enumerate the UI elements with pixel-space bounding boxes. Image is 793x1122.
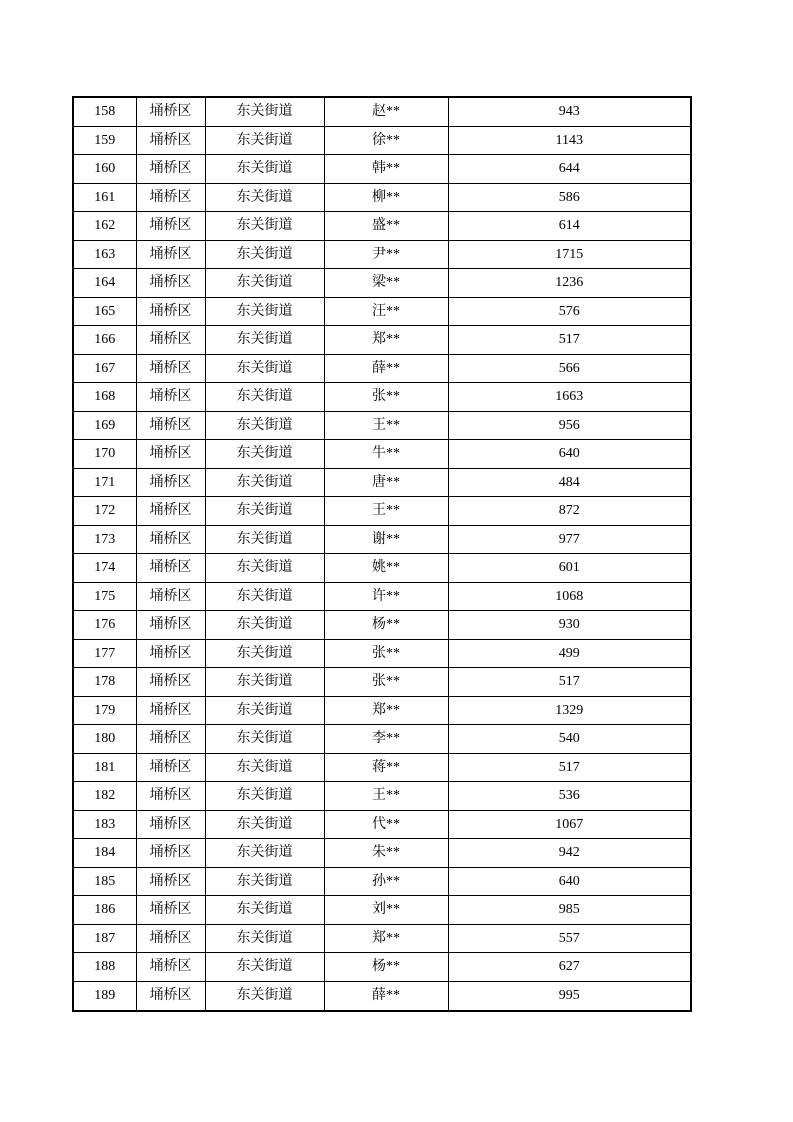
- cell-district: 埇桥区: [136, 611, 205, 640]
- cell-name: 汪**: [324, 297, 448, 326]
- cell-district: 埇桥区: [136, 468, 205, 497]
- cell-district: 埇桥区: [136, 126, 205, 155]
- cell-street: 东关街道: [205, 326, 324, 355]
- cell-row-number: 176: [73, 611, 136, 640]
- cell-district: 埇桥区: [136, 440, 205, 469]
- cell-name: 谢**: [324, 525, 448, 554]
- table-row: [73, 554, 691, 583]
- table-row: [73, 525, 691, 554]
- cell-value: 1236: [448, 269, 691, 298]
- cell-street: 东关街道: [205, 839, 324, 868]
- cell-name: 郑**: [324, 696, 448, 725]
- cell-district: 埇桥区: [136, 981, 205, 1011]
- cell-row-number: 167: [73, 354, 136, 383]
- table-row: [73, 468, 691, 497]
- cell-district: 埇桥区: [136, 896, 205, 925]
- cell-name: 徐**: [324, 126, 448, 155]
- cell-name: 姚**: [324, 554, 448, 583]
- cell-street: 东关街道: [205, 97, 324, 126]
- table-row: [73, 269, 691, 298]
- cell-value: 557: [448, 924, 691, 953]
- cell-value: 536: [448, 782, 691, 811]
- cell-row-number: 159: [73, 126, 136, 155]
- cell-value: 499: [448, 639, 691, 668]
- cell-district: 埇桥区: [136, 97, 205, 126]
- cell-street: 东关街道: [205, 155, 324, 184]
- cell-district: 埇桥区: [136, 782, 205, 811]
- cell-name: 王**: [324, 782, 448, 811]
- cell-value: 644: [448, 155, 691, 184]
- table-row: [73, 953, 691, 982]
- cell-street: 东关街道: [205, 440, 324, 469]
- table-body: [73, 97, 691, 1011]
- cell-district: 埇桥区: [136, 839, 205, 868]
- cell-district: 埇桥区: [136, 212, 205, 241]
- cell-row-number: 179: [73, 696, 136, 725]
- cell-street: 东关街道: [205, 525, 324, 554]
- cell-row-number: 189: [73, 981, 136, 1011]
- cell-street: 东关街道: [205, 753, 324, 782]
- cell-name: 唐**: [324, 468, 448, 497]
- cell-name: 杨**: [324, 953, 448, 982]
- cell-name: 梁**: [324, 269, 448, 298]
- cell-value: 872: [448, 497, 691, 526]
- cell-district: 埇桥区: [136, 326, 205, 355]
- cell-district: 埇桥区: [136, 924, 205, 953]
- cell-row-number: 174: [73, 554, 136, 583]
- cell-value: 540: [448, 725, 691, 754]
- cell-district: 埇桥区: [136, 753, 205, 782]
- cell-value: 943: [448, 97, 691, 126]
- cell-street: 东关街道: [205, 782, 324, 811]
- cell-value: 1143: [448, 126, 691, 155]
- cell-name: 刘**: [324, 896, 448, 925]
- cell-row-number: 170: [73, 440, 136, 469]
- table-row: [73, 126, 691, 155]
- cell-district: 埇桥区: [136, 269, 205, 298]
- cell-value: 640: [448, 440, 691, 469]
- cell-row-number: 171: [73, 468, 136, 497]
- cell-value: 956: [448, 411, 691, 440]
- cell-row-number: 165: [73, 297, 136, 326]
- cell-row-number: 182: [73, 782, 136, 811]
- cell-name: 张**: [324, 383, 448, 412]
- cell-value: 517: [448, 668, 691, 697]
- cell-street: 东关街道: [205, 867, 324, 896]
- cell-value: 977: [448, 525, 691, 554]
- table-row: [73, 497, 691, 526]
- cell-row-number: 175: [73, 582, 136, 611]
- cell-name: 孙**: [324, 867, 448, 896]
- cell-name: 郑**: [324, 924, 448, 953]
- table-row: [73, 981, 691, 1011]
- cell-street: 东关街道: [205, 611, 324, 640]
- cell-row-number: 185: [73, 867, 136, 896]
- cell-street: 东关街道: [205, 383, 324, 412]
- table-row: [73, 582, 691, 611]
- cell-value: 942: [448, 839, 691, 868]
- cell-street: 东关街道: [205, 497, 324, 526]
- cell-street: 东关街道: [205, 924, 324, 953]
- cell-name: 薛**: [324, 981, 448, 1011]
- cell-street: 东关街道: [205, 639, 324, 668]
- cell-name: 柳**: [324, 183, 448, 212]
- cell-value: 601: [448, 554, 691, 583]
- table-row: [73, 411, 691, 440]
- cell-name: 牛**: [324, 440, 448, 469]
- cell-street: 东关街道: [205, 126, 324, 155]
- cell-value: 1715: [448, 240, 691, 269]
- cell-name: 韩**: [324, 155, 448, 184]
- cell-name: 盛**: [324, 212, 448, 241]
- table-row: [73, 810, 691, 839]
- cell-row-number: 181: [73, 753, 136, 782]
- cell-district: 埇桥区: [136, 525, 205, 554]
- cell-name: 张**: [324, 639, 448, 668]
- cell-street: 东关街道: [205, 554, 324, 583]
- cell-row-number: 180: [73, 725, 136, 754]
- cell-row-number: 177: [73, 639, 136, 668]
- cell-district: 埇桥区: [136, 240, 205, 269]
- cell-value: 930: [448, 611, 691, 640]
- cell-value: 985: [448, 896, 691, 925]
- table-row: [73, 97, 691, 126]
- cell-street: 东关街道: [205, 468, 324, 497]
- table-row: [73, 326, 691, 355]
- table-row: [73, 696, 691, 725]
- cell-street: 东关街道: [205, 981, 324, 1011]
- cell-name: 代**: [324, 810, 448, 839]
- table-row: [73, 212, 691, 241]
- cell-name: 薛**: [324, 354, 448, 383]
- cell-value: 1068: [448, 582, 691, 611]
- cell-row-number: 169: [73, 411, 136, 440]
- cell-street: 东关街道: [205, 411, 324, 440]
- cell-street: 东关街道: [205, 810, 324, 839]
- cell-street: 东关街道: [205, 696, 324, 725]
- cell-name: 许**: [324, 582, 448, 611]
- cell-district: 埇桥区: [136, 354, 205, 383]
- data-table: [72, 96, 692, 1012]
- cell-district: 埇桥区: [136, 953, 205, 982]
- cell-district: 埇桥区: [136, 297, 205, 326]
- table-row: [73, 639, 691, 668]
- cell-district: 埇桥区: [136, 810, 205, 839]
- table-row: [73, 753, 691, 782]
- cell-district: 埇桥区: [136, 867, 205, 896]
- cell-name: 蒋**: [324, 753, 448, 782]
- cell-name: 杨**: [324, 611, 448, 640]
- table-row: [73, 839, 691, 868]
- cell-district: 埇桥区: [136, 155, 205, 184]
- table-row: [73, 782, 691, 811]
- cell-row-number: 163: [73, 240, 136, 269]
- cell-value: 484: [448, 468, 691, 497]
- table-row: [73, 383, 691, 412]
- cell-row-number: 161: [73, 183, 136, 212]
- cell-row-number: 188: [73, 953, 136, 982]
- table-row: [73, 611, 691, 640]
- cell-value: 566: [448, 354, 691, 383]
- cell-name: 尹**: [324, 240, 448, 269]
- cell-row-number: 187: [73, 924, 136, 953]
- cell-street: 东关街道: [205, 269, 324, 298]
- cell-value: 640: [448, 867, 691, 896]
- cell-value: 517: [448, 326, 691, 355]
- cell-value: 614: [448, 212, 691, 241]
- cell-street: 东关街道: [205, 354, 324, 383]
- cell-name: 李**: [324, 725, 448, 754]
- cell-street: 东关街道: [205, 297, 324, 326]
- cell-district: 埇桥区: [136, 383, 205, 412]
- cell-name: 赵**: [324, 97, 448, 126]
- cell-street: 东关街道: [205, 183, 324, 212]
- table-row: [73, 668, 691, 697]
- table-row: [73, 354, 691, 383]
- cell-name: 郑**: [324, 326, 448, 355]
- table-row: [73, 297, 691, 326]
- cell-street: 东关街道: [205, 896, 324, 925]
- cell-name: 王**: [324, 411, 448, 440]
- table-row: [73, 155, 691, 184]
- cell-street: 东关街道: [205, 582, 324, 611]
- cell-value: 576: [448, 297, 691, 326]
- table-row: [73, 183, 691, 212]
- cell-value: 1663: [448, 383, 691, 412]
- cell-name: 朱**: [324, 839, 448, 868]
- cell-district: 埇桥区: [136, 497, 205, 526]
- cell-district: 埇桥区: [136, 668, 205, 697]
- cell-district: 埇桥区: [136, 639, 205, 668]
- table-row: [73, 896, 691, 925]
- cell-row-number: 186: [73, 896, 136, 925]
- cell-street: 东关街道: [205, 240, 324, 269]
- cell-name: 王**: [324, 497, 448, 526]
- cell-row-number: 178: [73, 668, 136, 697]
- cell-value: 627: [448, 953, 691, 982]
- table-row: [73, 924, 691, 953]
- cell-value: 1329: [448, 696, 691, 725]
- cell-row-number: 160: [73, 155, 136, 184]
- cell-row-number: 166: [73, 326, 136, 355]
- cell-row-number: 183: [73, 810, 136, 839]
- cell-district: 埇桥区: [136, 696, 205, 725]
- cell-value: 586: [448, 183, 691, 212]
- cell-district: 埇桥区: [136, 725, 205, 754]
- cell-district: 埇桥区: [136, 183, 205, 212]
- cell-street: 东关街道: [205, 953, 324, 982]
- cell-row-number: 164: [73, 269, 136, 298]
- cell-value: 517: [448, 753, 691, 782]
- cell-district: 埇桥区: [136, 554, 205, 583]
- cell-row-number: 168: [73, 383, 136, 412]
- table-row: [73, 867, 691, 896]
- table-row: [73, 440, 691, 469]
- cell-row-number: 172: [73, 497, 136, 526]
- cell-name: 张**: [324, 668, 448, 697]
- cell-district: 埇桥区: [136, 582, 205, 611]
- cell-street: 东关街道: [205, 668, 324, 697]
- cell-street: 东关街道: [205, 212, 324, 241]
- table-row: [73, 240, 691, 269]
- cell-district: 埇桥区: [136, 411, 205, 440]
- cell-street: 东关街道: [205, 725, 324, 754]
- cell-row-number: 158: [73, 97, 136, 126]
- cell-row-number: 184: [73, 839, 136, 868]
- cell-value: 995: [448, 981, 691, 1011]
- cell-value: 1067: [448, 810, 691, 839]
- table-row: [73, 725, 691, 754]
- cell-row-number: 173: [73, 525, 136, 554]
- cell-row-number: 162: [73, 212, 136, 241]
